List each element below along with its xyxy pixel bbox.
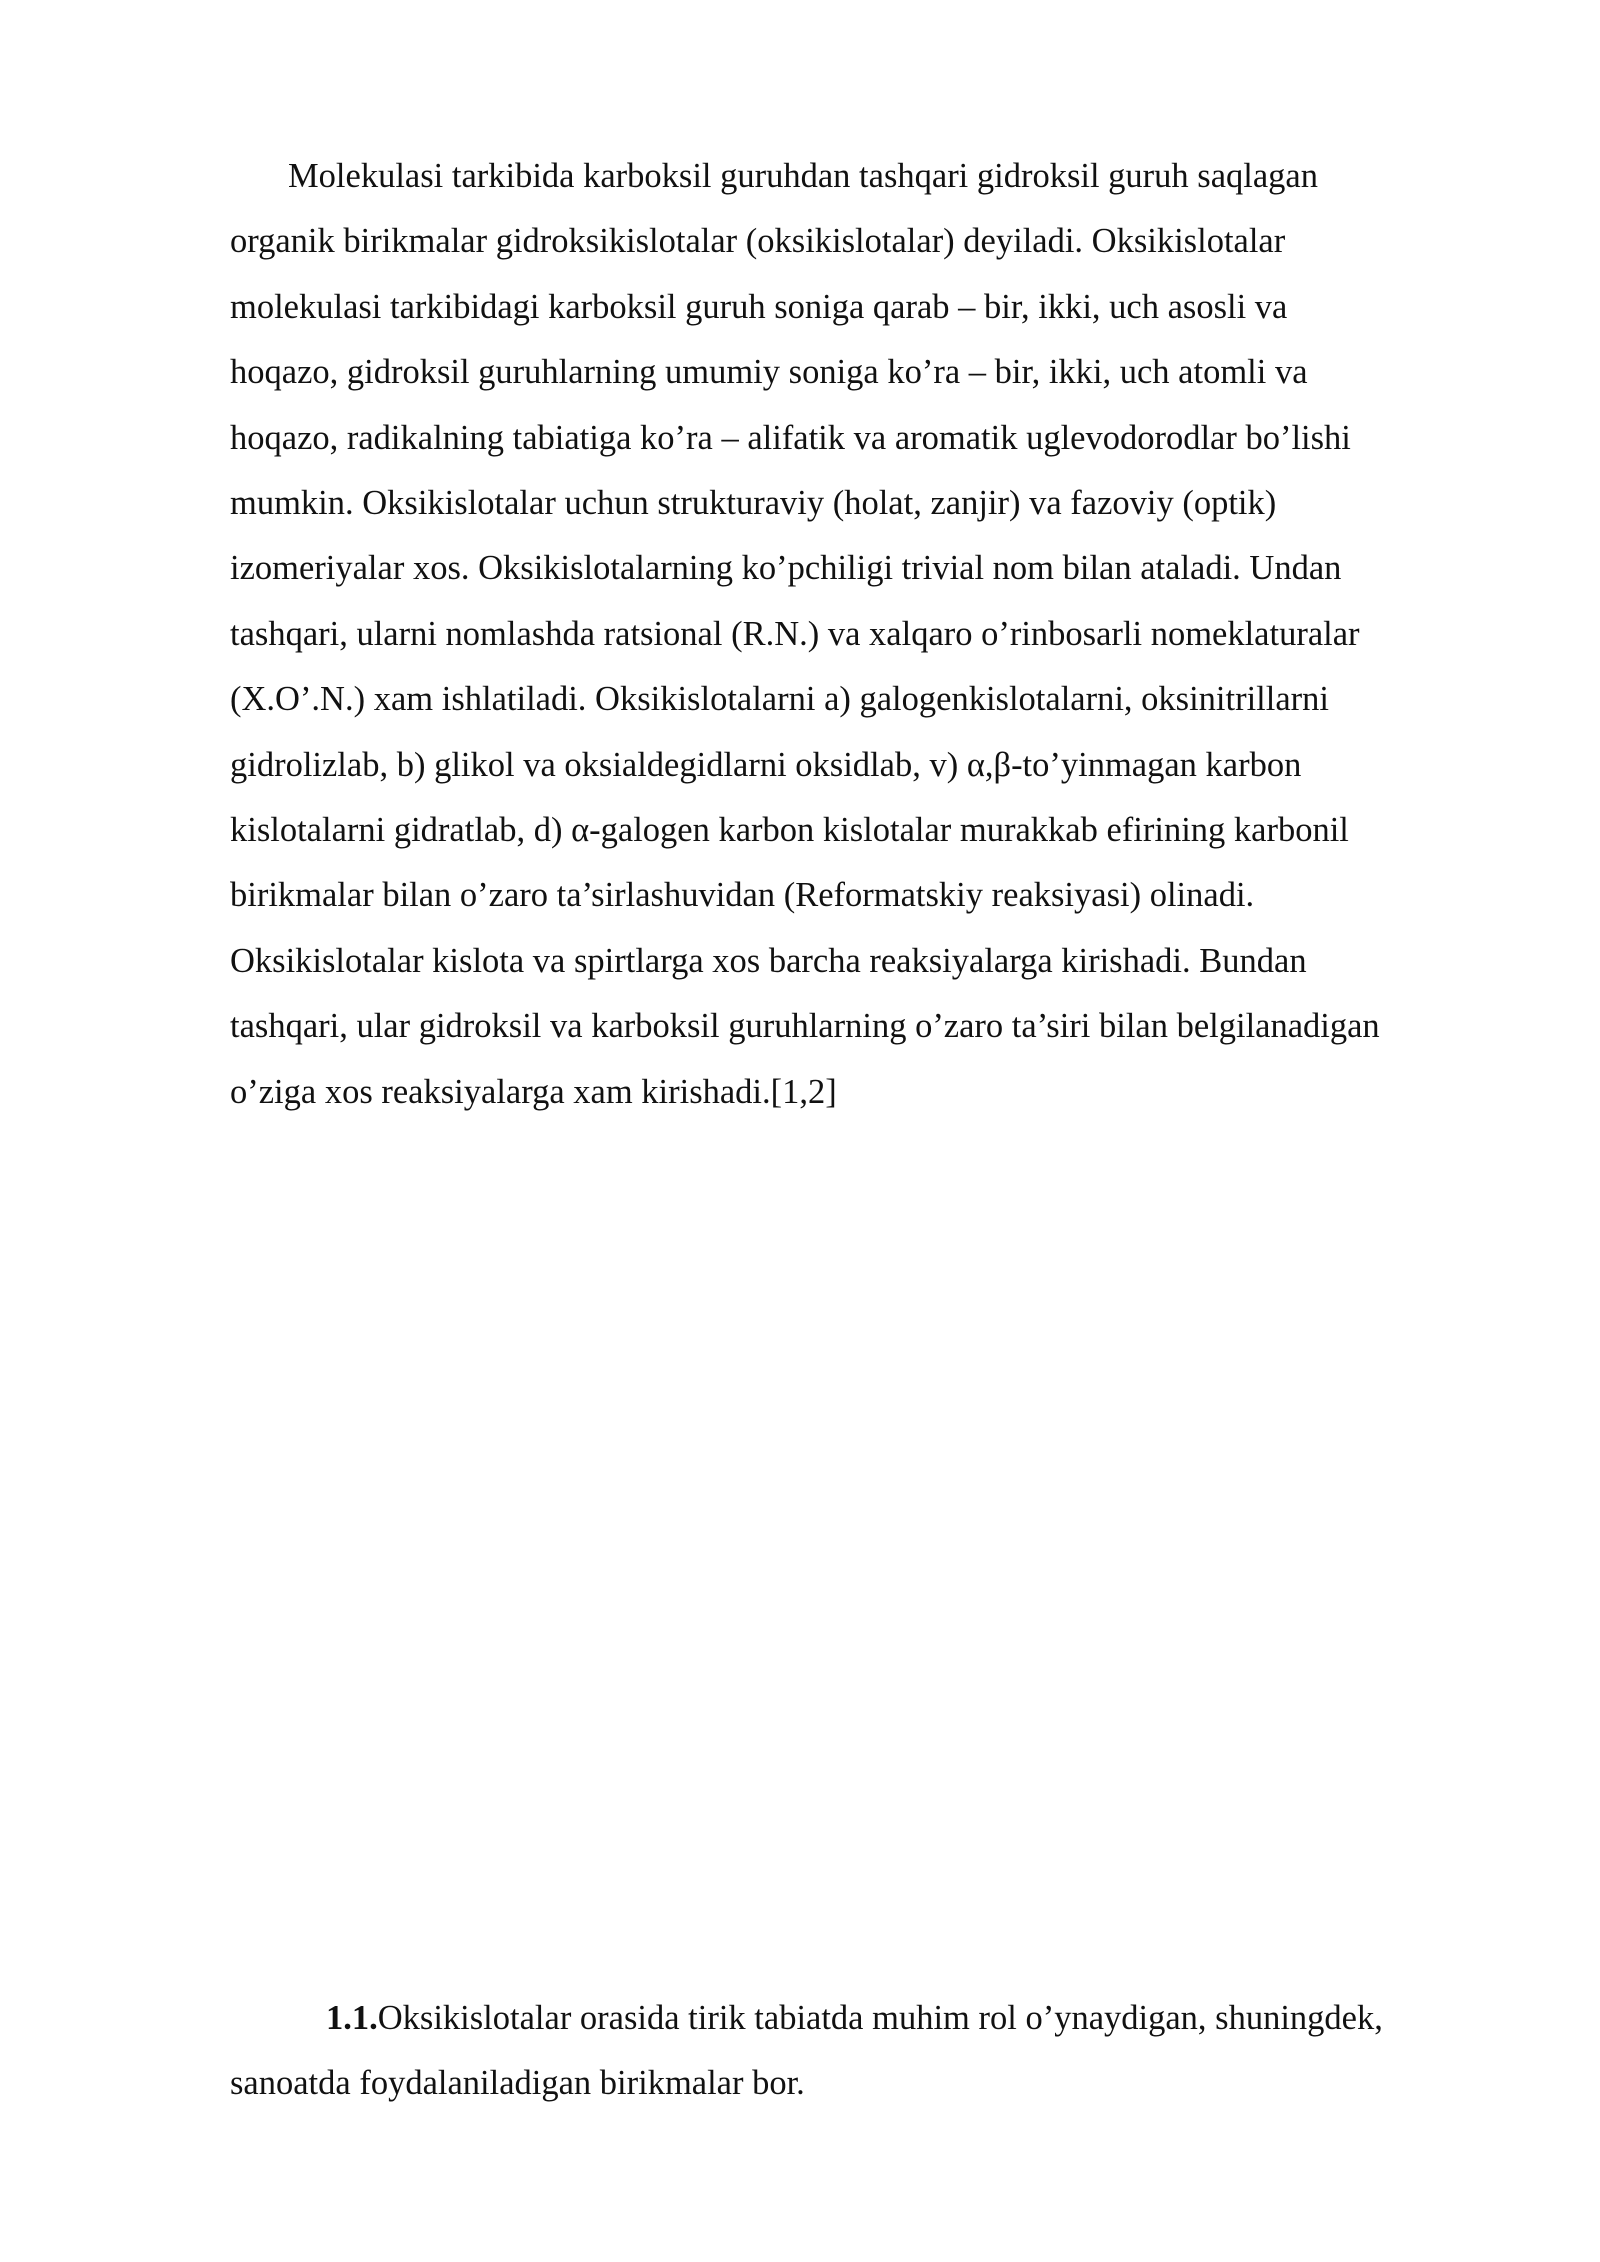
paragraph-oksikislotalar-intro — [230, 144, 1500, 1125]
text-line: hoqazo, radikalning tabiatiga ko’ra – alifatik va aromatik uglevodorodlar bo’lishi — [230, 418, 1351, 457]
text-line: hoqazo, gidroksil guruhlarning umumiy soniga ko’ra – bir, ikki, uch atomli va — [230, 353, 1308, 392]
text-line: tashqari, ular gidroksil va karboksil guruhlarning o’zaro ta’siri bilan belgilanadigan — [230, 1007, 1380, 1046]
text-line: izomeriyalar xos. Oksikislotalarning ko’pchiligi trivial nom bilan ataladi. Undan — [230, 549, 1342, 588]
text-line: mumkin. Oksikislotalar uchun strukturaviy (holat, zanjir) va fazoviy (optik) — [230, 484, 1277, 523]
text-line: molekulasi tarkibidagi karboksil guruh soniga qarab – bir, ikki, uch asosli va — [230, 287, 1288, 326]
text-line: sanoatda foydalaniladigan birikmalar bor. — [230, 2064, 805, 2103]
section-number: 1.1. — [326, 1999, 378, 2037]
text-line: birikmalar bilan o’zaro ta’sirlashuvidan (Reformatskiy reaksiyasi) olinadi. — [230, 876, 1255, 915]
text-line — [230, 1986, 1500, 2051]
text-line: o’ziga xos reaksiyalarga xam kirishadi.[1,2] — [230, 1072, 837, 1111]
text-line: gidrolizlab, b) glikol va oksialdegidlarni oksidlab, v) α,β-to’yinmagan karbon — [230, 745, 1302, 784]
text-line: (X.O’.N.) xam ishlatiladi. Oksikislotalarni a) galogenkislotalarni, oksinitrillarni — [230, 680, 1329, 719]
text-line: kislotalarni gidratlab, d) α-galogen karbon kislotalar murakkab efirining karbonil — [230, 811, 1349, 850]
text-line: Molekulasi tarkibida karboksil guruhdan tashqari gidroksil guruh saqlagan — [288, 157, 1318, 195]
text-line: Oksikislotalar kislota va spirtlarga xos barcha reaksiyalarga kirishadi. Bundan — [230, 941, 1307, 980]
section-text: Oksikislotalar orasida tirik tabiatda muhim rol o’ynaydigan, shuningdek, — [377, 1999, 1383, 2037]
paragraph-section-1-1 — [230, 1986, 1500, 2117]
text-line: tashqari, ularni nomlashda ratsional (R.N.) va xalqaro o’rinbosarli nomeklaturalar — [230, 614, 1360, 653]
text-line: organik birikmalar gidroksikislotalar (oksikislotalar) deyiladi. Oksikislotalar — [230, 222, 1286, 261]
